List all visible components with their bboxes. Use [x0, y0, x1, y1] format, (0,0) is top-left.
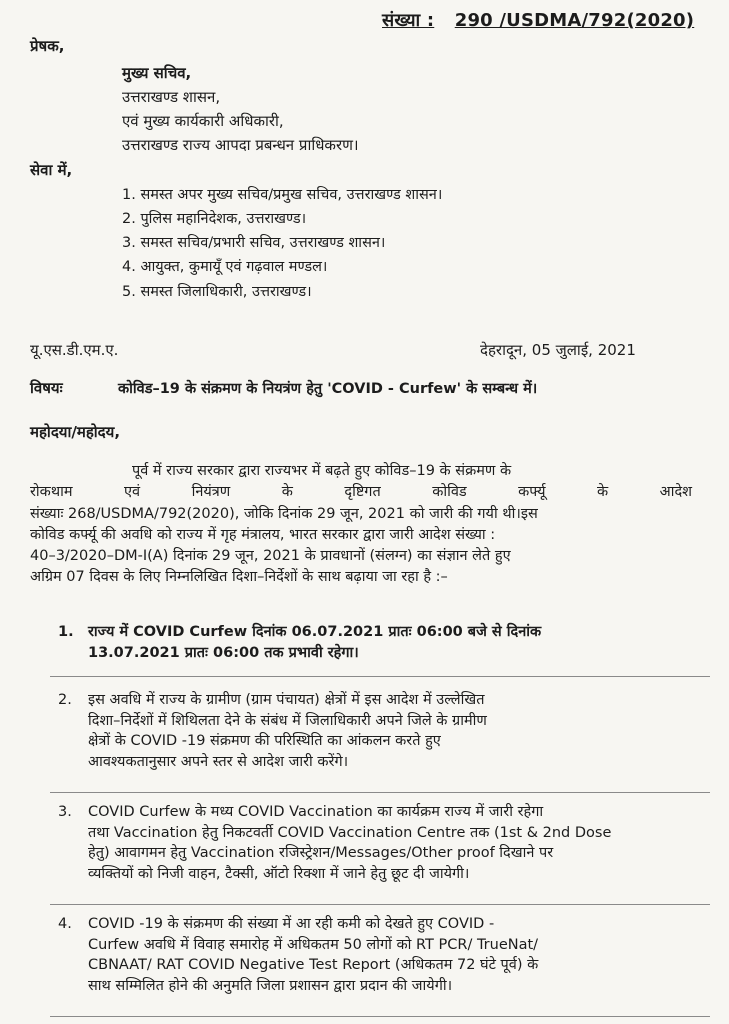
- body-line: अग्रिम 07 दिवस के लिए निम्नलिखित दिशा–निर्देशों के साथ बढ़ाया जा रहा है :–: [30, 569, 448, 585]
- section-divider: [50, 792, 710, 793]
- recipient-item: 5. समस्त जिलाधिकारी, उत्तराखण्ड।: [122, 284, 312, 300]
- sender-line-4: उत्तराखण्ड राज्य आपदा प्रबन्धन प्राधिकरण।: [122, 136, 359, 154]
- subject-label: विषयः: [30, 379, 63, 397]
- point-number: 4.: [58, 916, 72, 932]
- point-line: CBNAAT/ RAT COVID Negative Test Report (अधिकतम 72 घंटे पूर्व) के: [88, 957, 539, 973]
- body-line: रोकथाम एवं नियंत्रण के दृष्टिगत कोविड कर्फ्यू के आदेश: [30, 484, 692, 500]
- point-number: 1.: [58, 624, 74, 640]
- place-date: देहरादून, 05 जुलाई, 2021: [480, 341, 636, 359]
- recipient-item: 1. समस्त अपर मुख्य सचिव/प्रमुख सचिव, उत्तराखण्ड शासन।: [122, 187, 443, 203]
- office-code: यू.एस.डी.एम.ए.: [30, 341, 119, 359]
- salutation: महोदया/महोदय,: [30, 423, 121, 441]
- directive-point-4: [58, 914, 708, 996]
- subject-text: कोविड–19 के संक्रमण के नियत्रंण हेतु 'COVID - Curfew' के सम्बन्ध में।: [118, 381, 538, 397]
- recipients-label: सेवा में,: [30, 161, 73, 179]
- recipient-item: 2. पुलिस महानिदेशक, उत्तराखण्ड।: [122, 211, 307, 227]
- point-line: तथा Vaccination हेतु निकटवर्ती COVID Vaccination Centre तक (1st & 2nd Dose: [88, 824, 612, 841]
- sender-label: प्रेषक,: [30, 37, 65, 55]
- sender-line-1: मुख्य सचिव,: [122, 64, 192, 82]
- body-line: 40–3/2020–DM-I(A) दिनांक 29 जून, 2021 के प्रावधानों (संलग्न) का संज्ञान लेते हुए: [30, 548, 511, 564]
- letter-number: [382, 8, 714, 32]
- body-line: संख्याः 268/USDMA/792(2020), जोकि दिनांक 29 जून, 2021 को जारी की गयी थी।इस: [30, 506, 538, 522]
- point-line: साथ सम्मिलित होने की अनुमति जिला प्रशासन द्वारा प्रदान की जायेगी।: [88, 977, 453, 994]
- body-line: कोविड कर्फ्यू की अवधि को राज्य में गृह मंत्रालय, भारत सरकार द्वारा जारी आदेश संख्या :: [30, 527, 496, 543]
- point-line: हेतु) आवागमन हेतु Vaccination रजिस्ट्रेशन/Messages/Other proof दिखाने पर: [88, 845, 554, 861]
- recipient-item: 4. आयुक्त, कुमायूँ एवं गढ़वाल मण्डल।: [122, 259, 328, 275]
- letter-number-label: संख्या :: [382, 10, 435, 31]
- point-line: आवश्यकतानुसार अपने स्तर से आदेश जारी करेंगे।: [88, 753, 349, 770]
- point-line: क्षेत्रों के COVID -19 संक्रमण की परिस्थिति का आंकलन करते हुए: [88, 733, 441, 749]
- point-line: Curfew अवधि में विवाह समारोह में अधिकतम 50 लोगों को RT PCR/ TrueNat/: [88, 936, 539, 953]
- point-line: दिशा–निर्देशों में शिथिलता देने के संबंध में जिलाधिकारी अपने जिले के ग्रामीण: [88, 712, 487, 729]
- section-divider: [50, 904, 710, 905]
- point-number: 3.: [58, 804, 72, 820]
- point-line: राज्य में COVID Curfew दिनांक 06.07.2021 प्रातः 06:00 बजे से दिनांक: [88, 624, 542, 640]
- letter-number-value: 290 /USDMA/792(2020): [454, 10, 695, 31]
- point-line: COVID Curfew के मध्य COVID Vaccination का कार्यक्रम राज्य में जारी रहेगा: [88, 804, 544, 820]
- point-line: COVID -19 के संक्रमण की संख्या में आ रही कमी को देखते हुए COVID -: [88, 916, 495, 932]
- sender-line-3: एवं मुख्य कार्यकारी अधिकारी,: [122, 112, 284, 130]
- point-line: 13.07.2021 प्रातः 06:00 तक प्रभावी रहेगा।: [88, 644, 359, 661]
- directive-point-2: [58, 690, 708, 772]
- sender-line-2: उत्तराखण्ड शासन,: [122, 88, 221, 106]
- directive-point-1: [58, 622, 708, 663]
- section-divider: [50, 1016, 710, 1017]
- point-line: इस अवधि में राज्य के ग्रामीण (ग्राम पंचायत) क्षेत्रों में इस आदेश में उल्लेखित: [88, 692, 485, 708]
- point-number: 2.: [58, 692, 72, 708]
- point-line: व्यक्तियों को निजी वाहन, टैक्सी, ऑटो रिक्शा में जाने हेतु छूट दी जायेगी।: [88, 865, 470, 882]
- section-divider: [50, 676, 710, 677]
- body-line: पूर्व में राज्य सरकार द्वारा राज्यभर में बढ़ते हुए कोविड–19 के संक्रमण के: [132, 463, 512, 479]
- recipient-item: 3. समस्त सचिव/प्रभारी सचिव, उत्तराखण्ड शासन।: [122, 235, 386, 251]
- directive-point-3: [58, 802, 708, 884]
